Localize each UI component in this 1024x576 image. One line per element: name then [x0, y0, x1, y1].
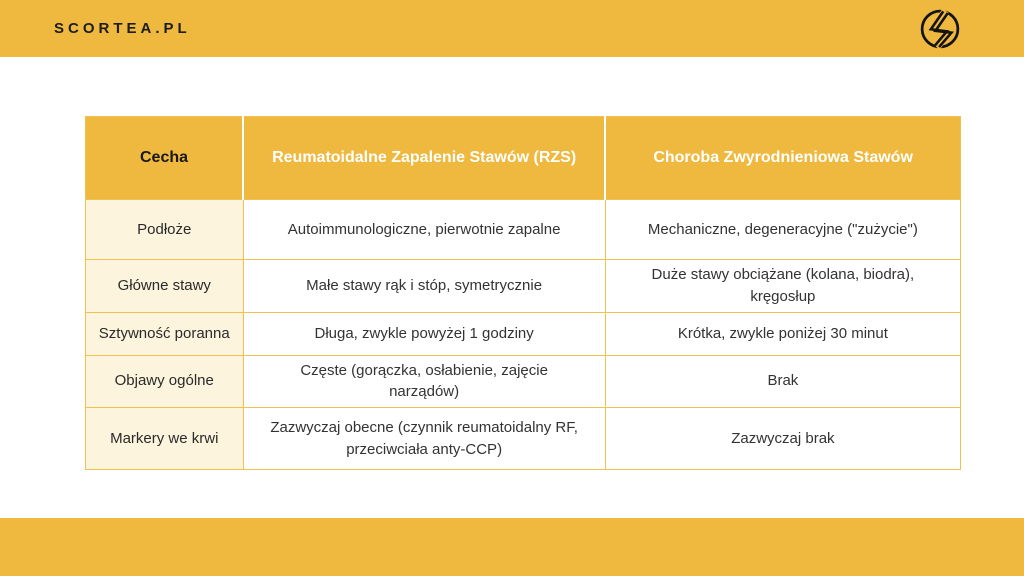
oa-cell: Mechaniczne, degeneracyjne ("zużycie") [605, 200, 960, 260]
rzs-cell: Małe stawy rąk i stóp, symetrycznie [243, 260, 605, 313]
brand-logo-text[interactable]: SCORTEA.PL [54, 20, 191, 37]
table-row [86, 408, 961, 470]
content-area [85, 116, 961, 470]
rzs-cell: Długa, zwykle powyżej 1 godziny [243, 312, 605, 355]
top-banner [0, 0, 1024, 57]
comparison-table [85, 116, 961, 470]
oa-cell: Krótka, zwykle poniżej 30 minut [605, 312, 960, 355]
table-header-oa: Choroba Zwyrodnieniowa Stawów [605, 117, 960, 200]
table-row [86, 260, 961, 313]
feature-cell: Markery we krwi [86, 408, 244, 470]
bottom-banner [0, 518, 1024, 576]
table-header-row [86, 117, 961, 200]
feature-cell: Objawy ogólne [86, 355, 244, 408]
oa-cell: Duże stawy obciążane (kolana, biodra), kręgosłup [605, 260, 960, 313]
table-row [86, 355, 961, 408]
table-header-feature: Cecha [86, 117, 244, 200]
feature-cell: Główne stawy [86, 260, 244, 313]
feature-cell: Podłoże [86, 200, 244, 260]
table-row [86, 312, 961, 355]
rzs-cell: Częste (gorączka, osłabienie, zajęcie narządów) [243, 355, 605, 408]
table-row [86, 200, 961, 260]
feature-cell: Sztywność poranna [86, 312, 244, 355]
oa-cell: Zazwyczaj brak [605, 408, 960, 470]
table-header-rzs: Reumatoidalne Zapalenie Stawów (RZS) [243, 117, 605, 200]
oa-cell: Brak [605, 355, 960, 408]
rzs-cell: Autoimmunologiczne, pierwotnie zapalne [243, 200, 605, 260]
s-monogram-circle-icon[interactable] [918, 7, 962, 51]
rzs-cell: Zazwyczaj obecne (czynnik reumatoidalny RF, przeciwciała anty-CCP) [243, 408, 605, 470]
